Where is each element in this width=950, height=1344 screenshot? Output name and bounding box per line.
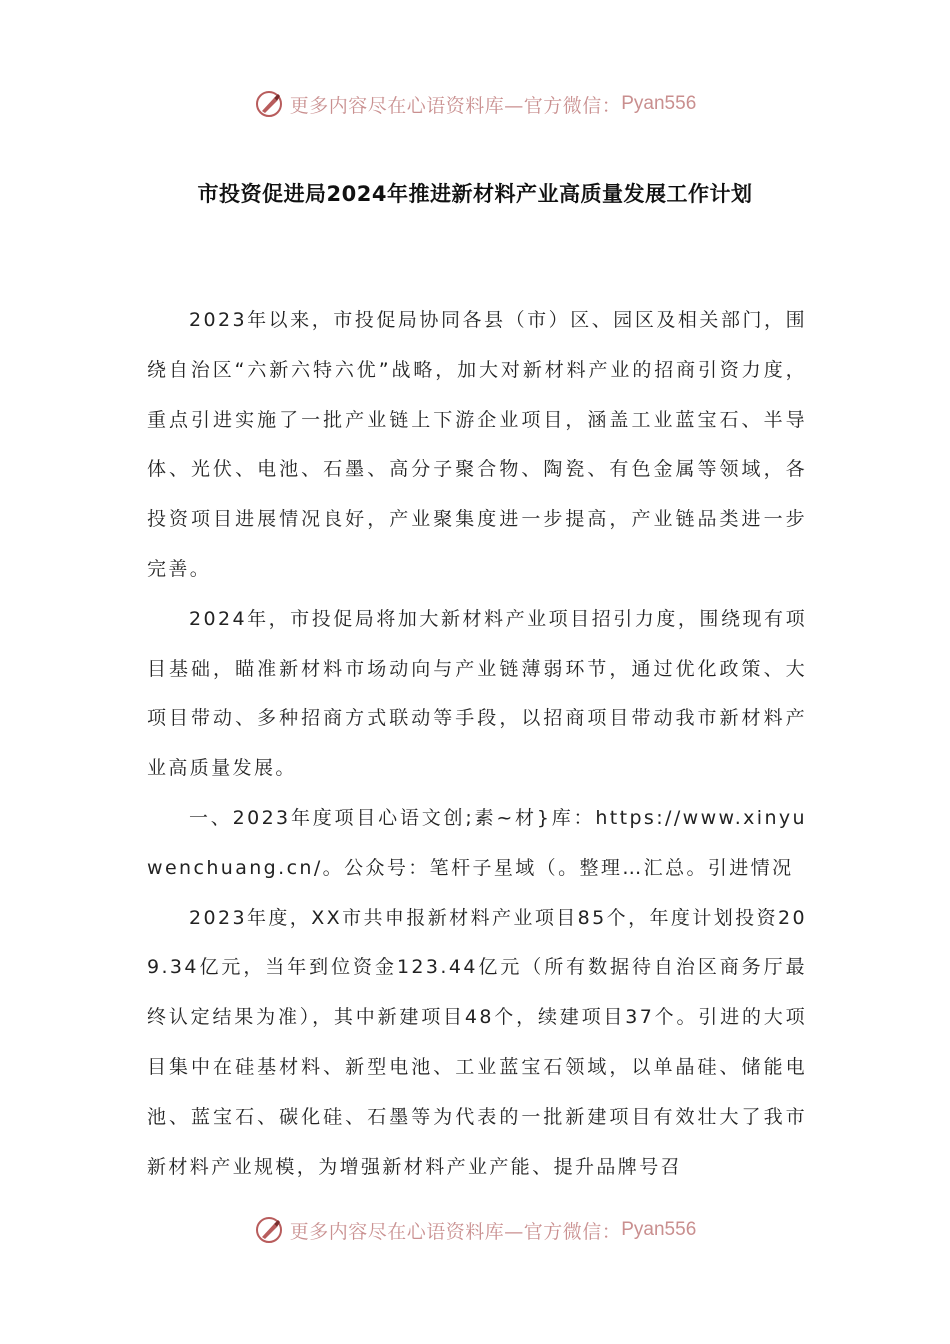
paragraph: 2023年度，XX市共申报新材料产业项目85个，年度计划投资209.34亿元，当年到位资金123.44亿元（所有数据待自治区商务厅最终认定结果为准），其中新建项目48个，续建项目37个。引进的大项目集中在硅基材料、新型电池、工业蓝宝石领域，以单晶硅、储能电池、蓝宝石、碳化硅、石墨等为代表的一批新建项目有效壮大了我市新材料产业规模，为增强新材料产业产能、提升品牌号召 [147,906,807,1178]
paragraph: 2024年，市投促局将加大新材料产业项目招引力度，围绕现有项目基础，瞄准新材料市场动向与产业链薄弱环节，通过优化政策、大项目带动、多种招商方式联动等手段，以招商项目带动我市新材料产业高质量发展。 [147,607,807,780]
watermark-text: 更多内容尽在心语资料库—官方微信： [289,1220,622,1243]
paragraph: 2023年以来，市投促局协同各县（市）区、园区及相关部门，围绕自治区“六新六特六优”战略，加大对新材料产业的招商引资力度，重点引进实施了一批产业链上下游企业项目，涵盖工业蓝宝石、半导体、光伏、电池、石墨、高分子聚合物、陶瓷、有色金属等领域，各投资项目进展情况良好，产业聚集度进一步提高，产业链品类进一步完善。 [147,309,807,580]
watermark-header [0,84,950,124]
watermark-brand: Pyan556 [621,93,697,114]
watermark-footer [0,1210,950,1250]
pen-circle-logo-icon [254,89,284,119]
watermark-brand: Pyan556 [621,1219,697,1240]
watermark-text: 更多内容尽在心语资料库—官方微信： [289,94,622,117]
document-title: 市投资促进局2024年推进新材料产业高质量发展工作计划 [197,182,753,206]
pen-circle-logo-icon [254,1215,284,1245]
paragraph: 一、2023年度项目心语文创;素~材}库：https://www.xinyuwenchuang.cn/。公众号：笔杆子星域（。整理…汇总。引进情况 [147,806,807,879]
document-body [147,296,807,1192]
